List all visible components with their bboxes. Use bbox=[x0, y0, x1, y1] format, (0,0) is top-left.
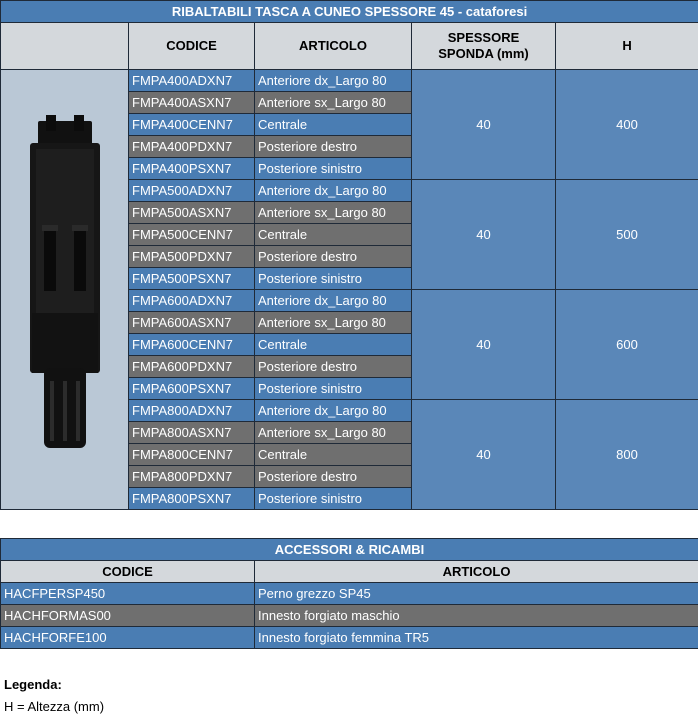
articolo-cell: Anteriore sx_Largo 80 bbox=[255, 92, 412, 114]
codice-cell: FMPA400CENN7 bbox=[129, 114, 255, 136]
table-title: RIBALTABILI TASCA A CUNEO SPESSORE 45 - cataforesi bbox=[1, 1, 698, 23]
h-cell: 500 bbox=[556, 180, 698, 290]
articolo-cell: Centrale bbox=[255, 444, 412, 466]
codice-cell: FMPA600CENN7 bbox=[129, 334, 255, 356]
accessories-title: ACCESSORI & RICAMBI bbox=[1, 539, 698, 561]
codice-cell: FMPA600ASXN7 bbox=[129, 312, 255, 334]
spessore-cell: 40 bbox=[412, 290, 556, 400]
accessory-codice-cell: HACHFORMAS00 bbox=[1, 605, 255, 627]
accessories-row bbox=[1, 605, 698, 627]
articolo-cell: Centrale bbox=[255, 114, 412, 136]
codice-cell: FMPA600PSXN7 bbox=[129, 378, 255, 400]
table-header-row bbox=[1, 23, 698, 70]
h-cell: 600 bbox=[556, 290, 698, 400]
accessories-header-articolo: ARTICOLO bbox=[255, 561, 698, 583]
codice-cell: FMPA500ADXN7 bbox=[129, 180, 255, 202]
codice-cell: FMPA800CENN7 bbox=[129, 444, 255, 466]
legend-title: Legenda: bbox=[4, 677, 62, 692]
accessory-articolo-cell: Innesto forgiato maschio bbox=[255, 605, 698, 627]
articolo-cell: Anteriore sx_Largo 80 bbox=[255, 202, 412, 224]
codice-cell: FMPA500CENN7 bbox=[129, 224, 255, 246]
spessore-cell: 40 bbox=[412, 180, 556, 290]
accessory-articolo-cell: Innesto forgiato femmina TR5 bbox=[255, 627, 698, 649]
header-codice: CODICE bbox=[129, 23, 255, 70]
header-articolo: ARTICOLO bbox=[255, 23, 412, 70]
articolo-cell: Anteriore dx_Largo 80 bbox=[255, 70, 412, 92]
accessories-row bbox=[1, 627, 698, 649]
codice-cell: FMPA800ASXN7 bbox=[129, 422, 255, 444]
header-spessore bbox=[412, 23, 556, 70]
codice-cell: FMPA500PSXN7 bbox=[129, 268, 255, 290]
accessories-table bbox=[0, 538, 698, 649]
header-spessore-line1: SPESSORE bbox=[447, 30, 520, 45]
h-cell: 400 bbox=[556, 70, 698, 180]
articolo-cell: Posteriore sinistro bbox=[255, 488, 412, 510]
articolo-cell: Posteriore sinistro bbox=[255, 158, 412, 180]
table-row bbox=[1, 70, 698, 92]
legend-text: H = Altezza (mm) bbox=[4, 699, 105, 714]
accessories-body bbox=[1, 583, 698, 649]
accessory-codice-cell: HACHFORFE100 bbox=[1, 627, 255, 649]
codice-cell: FMPA800PSXN7 bbox=[129, 488, 255, 510]
articolo-cell: Posteriore sinistro bbox=[255, 268, 412, 290]
articolo-cell: Posteriore destro bbox=[255, 136, 412, 158]
codice-cell: FMPA800PDXN7 bbox=[129, 466, 255, 488]
articolo-cell: Anteriore sx_Largo 80 bbox=[255, 312, 412, 334]
accessory-codice-cell: HACFPERSP450 bbox=[1, 583, 255, 605]
spessore-cell: 40 bbox=[412, 400, 556, 510]
accessories-title-row bbox=[1, 539, 698, 561]
spessore-cell: 40 bbox=[412, 70, 556, 180]
product-image bbox=[1, 70, 129, 510]
articolo-cell: Posteriore destro bbox=[255, 246, 412, 268]
articolo-cell: Posteriore sinistro bbox=[255, 378, 412, 400]
codice-cell: FMPA600PDXN7 bbox=[129, 356, 255, 378]
header-spessore-line2: SPONDA (mm) bbox=[438, 46, 529, 61]
codice-cell: FMPA800ADXN7 bbox=[129, 400, 255, 422]
accessories-header-codice: CODICE bbox=[1, 561, 255, 583]
h-cell: 800 bbox=[556, 400, 698, 510]
header-h: H bbox=[556, 23, 698, 70]
articolo-cell: Posteriore destro bbox=[255, 466, 412, 488]
articolo-cell: Anteriore dx_Largo 80 bbox=[255, 290, 412, 312]
accessory-articolo-cell: Perno grezzo SP45 bbox=[255, 583, 698, 605]
header-blank bbox=[1, 23, 129, 70]
accessories-row bbox=[1, 583, 698, 605]
accessories-header-row bbox=[1, 561, 698, 583]
articolo-cell: Anteriore sx_Largo 80 bbox=[255, 422, 412, 444]
hinge-photo-icon bbox=[20, 113, 110, 463]
articolo-cell: Anteriore dx_Largo 80 bbox=[255, 180, 412, 202]
codice-cell: FMPA400PDXN7 bbox=[129, 136, 255, 158]
codice-cell: FMPA500PDXN7 bbox=[129, 246, 255, 268]
articolo-cell: Anteriore dx_Largo 80 bbox=[255, 400, 412, 422]
codice-cell: FMPA400ASXN7 bbox=[129, 92, 255, 114]
table-title-row bbox=[1, 1, 698, 23]
codice-cell: FMPA600ADXN7 bbox=[129, 290, 255, 312]
articolo-cell: Centrale bbox=[255, 334, 412, 356]
codice-cell: FMPA400ADXN7 bbox=[129, 70, 255, 92]
articolo-cell: Centrale bbox=[255, 224, 412, 246]
codice-cell: FMPA500ASXN7 bbox=[129, 202, 255, 224]
codice-cell: FMPA400PSXN7 bbox=[129, 158, 255, 180]
articolo-cell: Posteriore destro bbox=[255, 356, 412, 378]
table-body bbox=[1, 70, 698, 510]
